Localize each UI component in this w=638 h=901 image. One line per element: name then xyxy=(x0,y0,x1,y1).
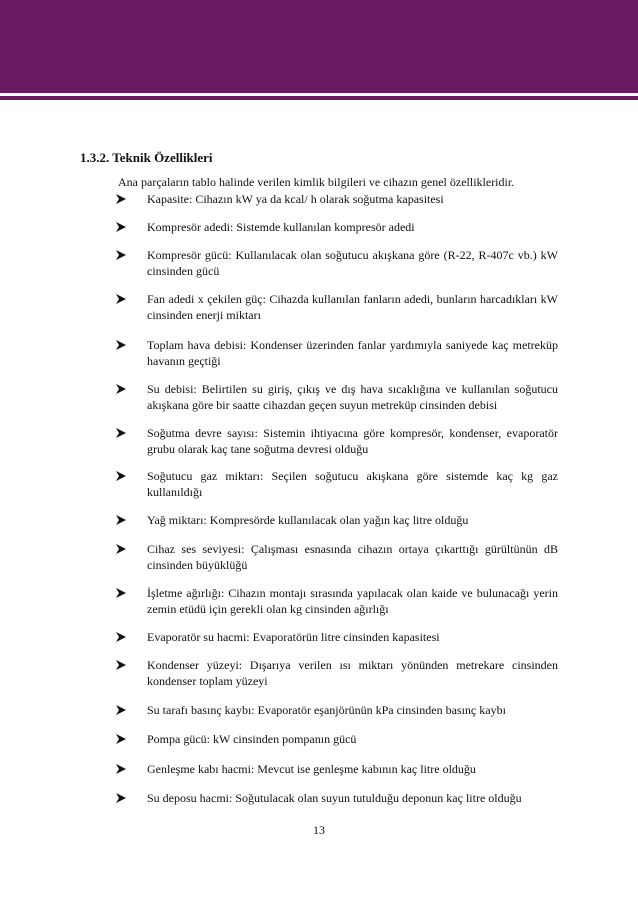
list-item-text: Soğutma devre sayısı: Sistemin ihtiyacına göre kompresör, kondenser, evaporatör grubu olarak kaç tane soğutma devresi olduğu xyxy=(147,426,558,456)
list-item-text: İşletme ağırlığı: Cihazın montajı sırasında yapılacak olan kaide ve bulunacağı yerin zemin etüdü için gerekli olan kg cinsinden ağırlığı xyxy=(147,586,558,616)
arrowhead-bullet-icon xyxy=(116,337,130,350)
arrowhead-bullet-icon xyxy=(116,219,130,232)
list-item-text: Fan adedi x çekilen güç: Cihazda kullanılan fanların adedi, bunların harcadıkları kW cinsinden enerji miktarı xyxy=(147,292,558,322)
list-item-text: Genleşme kabı hacmi: Mevcut ise genleşme kabının kaç litre olduğu xyxy=(147,762,476,776)
arrowhead-bullet-icon xyxy=(116,731,130,744)
list-item-text: Yağ miktarı: Kompresörde kullanılacak olan yağın kaç litre olduğu xyxy=(147,513,469,527)
header-band xyxy=(0,0,638,93)
list-item-text: Soğutucu gaz miktarı: Seçilen soğutucu akışkana göre sistemde kaç kg gaz kullanıldığı xyxy=(147,469,558,499)
header-rule xyxy=(0,96,638,100)
arrowhead-bullet-icon xyxy=(116,585,130,598)
list-item-text: Su deposu hacmi: Soğutulacak olan suyun tutulduğu deponun kaç litre olduğu xyxy=(147,791,522,805)
list-item-text: Toplam hava debisi: Kondenser üzerinden fanlar yardımıyla saniyede kaç metreküp havanın geçtiği xyxy=(147,338,558,368)
list-item-text: Kompresör gücü: Kullanılacak olan soğutucu akışkana göre (R-22, R-407c vb.) kW cinsinden gücü xyxy=(147,248,558,278)
arrowhead-bullet-icon xyxy=(116,629,130,642)
list-item-text: Kondenser yüzeyi: Dışarıya verilen ısı miktarı yönünden metrekare cinsinden kondenser toplam yüzeyi xyxy=(147,658,558,688)
list-item-text: Cihaz ses seviyesi: Çalışması esnasında cihazın ortaya çıkarttığı gürültünün dB cinsinden büyüklüğü xyxy=(147,542,558,572)
arrowhead-bullet-icon xyxy=(116,425,130,438)
list-item-text: Evaporatör su hacmi: Evaporatörün litre cinsinden kapasitesi xyxy=(147,630,440,644)
intro-paragraph: Ana parçaların tablo halinde verilen kimlik bilgileri ve cihazın genel özellikleridir. xyxy=(118,175,515,189)
list-item-text: Su tarafı basınç kaybı: Evaporatör eşanjörünün kPa cinsinden basınç kaybı xyxy=(147,703,506,717)
list-item-text: Kapasite: Cihazın kW ya da kcal/ h olarak soğutma kapasitesi xyxy=(147,192,444,206)
list-item-text: Kompresör adedi: Sistemde kullanılan kompresör adedi xyxy=(147,220,415,234)
arrowhead-bullet-icon xyxy=(116,512,130,525)
arrowhead-bullet-icon xyxy=(116,657,130,670)
arrowhead-bullet-icon xyxy=(116,541,130,554)
section-heading: 1.3.2. Teknik Özellikleri xyxy=(80,150,213,165)
arrowhead-bullet-icon xyxy=(116,247,130,260)
arrowhead-bullet-icon xyxy=(116,381,130,394)
arrowhead-bullet-icon xyxy=(116,191,130,204)
list-item-text: Pompa gücü: kW cinsinden pompanın gücü xyxy=(147,732,357,746)
page-number: 13 xyxy=(313,823,325,837)
arrowhead-bullet-icon xyxy=(116,468,130,481)
list-item-text: Su debisi: Belirtilen su giriş, çıkış ve dış hava sıcaklığına ve kullanılan soğutucu akışkana göre bir saatte cihazdan geçen suyun metreküp cinsinden debisi xyxy=(147,382,558,412)
arrowhead-bullet-icon xyxy=(116,761,130,774)
arrowhead-bullet-icon xyxy=(116,790,130,803)
arrowhead-bullet-icon xyxy=(116,291,130,304)
arrowhead-bullet-icon xyxy=(116,702,130,715)
